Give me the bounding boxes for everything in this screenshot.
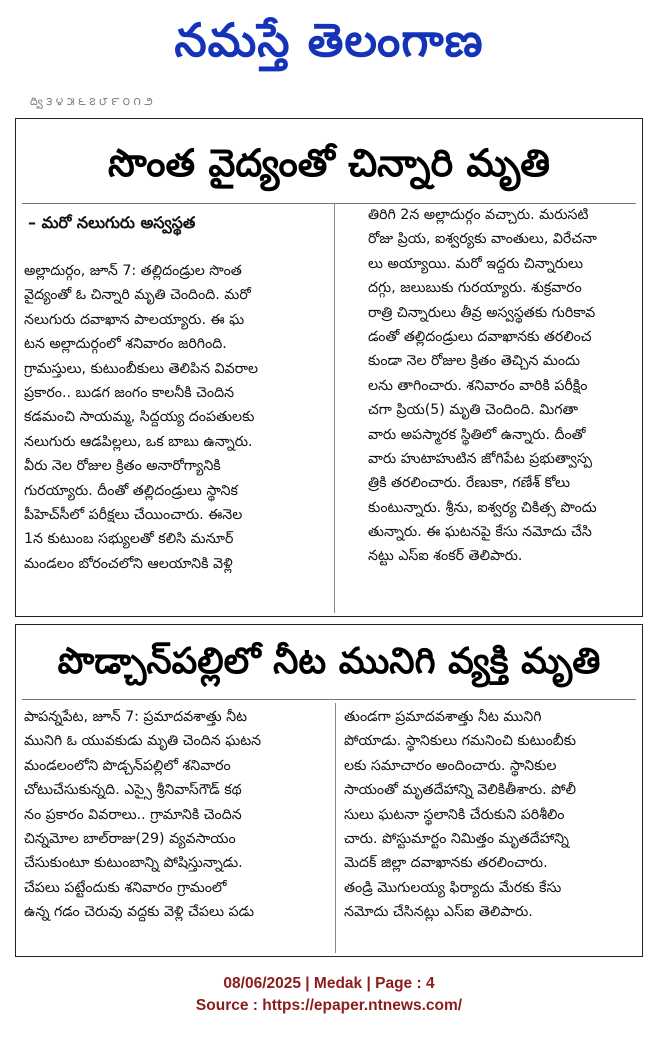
article-text-line: మండలంలోని పొడ్చన్‌పల్లిలో శనివారం: [24, 757, 231, 774]
article-1-column-rule: [334, 203, 335, 613]
article-text-line: టన అల్లాదుర్గంలో శనివారం జరిగింది.: [24, 336, 227, 353]
article-text-line: త్రికి తరలించారు. రేణుకా, గణేశ్ కోలు: [368, 475, 571, 492]
dateline: ద్వి ౩ ౪ ౫ ౬ ౭ ౮ ౯ ౦ ౧ ౨: [30, 95, 153, 108]
article-1-headline: సొంత వైద్యంతో చిన్నారి మృతి: [108, 141, 550, 185]
article-text-line: సాయంతో మృతదేహాన్ని వెలికితీశారు. పోలీ: [344, 782, 576, 799]
article-text-line: నట్టు ఎస్ఐ శంకర్ తెలిపారు.: [368, 548, 523, 565]
article-text-line: చగా ప్రియ(5) మృతి చెందింది. మిగతా: [368, 402, 579, 419]
article-1-subhead: – మరో నలుగురు అస్వస్థత: [28, 213, 196, 232]
article-text-line: తండ్రి మొగులయ్య ఫిర్యాదు మేరకు కేసు: [344, 879, 562, 896]
article-text-line: డంతో తల్లిదండ్రులు దవాఖానకు తరలించ: [368, 328, 592, 345]
article-text-line: వారు అపస్మారక స్థితిలో ఉన్నారు. దీంతో: [368, 426, 586, 443]
article-text-line: లు అయ్యాయి. మరో ఇద్దరు చిన్నారులు: [368, 255, 584, 272]
article-text-line: గురయ్యారు. దీంతో తల్లిదండ్రులు స్థానిక: [24, 482, 238, 499]
footer-date-edition: 08/06/2025 | Medak | Page : 4: [223, 975, 435, 992]
article-text-line: సులు ఘటనా స్థలానికి చేరుకుని పరిశీలిం: [344, 806, 565, 823]
article-text-line: చోటుచేసుకున్నది. ఎస్సై శ్రీనివాస్‌గౌడ్ కథ: [24, 782, 242, 799]
article-2-column-rule: [335, 703, 336, 953]
article-text-line: తిరిగి 2న అల్లాదుర్గం వచ్చారు. మరుసటి: [368, 207, 589, 223]
article-text-line: నలుగురు దవాఖాన పాలయ్యారు. ఈ ఘ: [24, 311, 245, 328]
article-2-column-1: [24, 705, 326, 953]
article-text-line: తుండగా ప్రమాదవశాత్తు నీట మునిగి: [344, 709, 542, 725]
article-2-headline: పొడ్చాన్‌పల్లిలో నీట మునిగి వ్యక్తి మృతి: [57, 641, 601, 682]
article-text-line: అల్లాదుర్గం, జూన్ 7: తల్లిదండ్రుల సొంత: [24, 263, 242, 279]
article-1: [15, 118, 643, 617]
article-text-line: వైద్యంతో ఓ చిన్నారి మృతి చెందింది. మరో: [24, 287, 251, 304]
article-text-line: మెదక్ జిల్లా దవాఖానకు తరలించారు.: [344, 855, 548, 872]
article-text-line: నం ప్రకారం వివరాలు.. గ్రామానికి చెందిన: [24, 806, 242, 823]
article-text-line: నమోదు చేసినట్లు ఎస్ఐ తెలిపారు.: [344, 904, 533, 921]
article-text-line: రాత్రి చిన్నారులు తీవ్ర అస్వస్థతకు గురికావ: [368, 304, 596, 321]
article-text-line: గ్రామస్తులు, కుటుంబీకులు తెలిపిన వివరాల: [24, 360, 259, 377]
article-text-line: తున్నారు. ఈ ఘటనపై కేసు నమోదు చేసి: [368, 524, 592, 541]
article-text-line: కుండా నెల రోజుల క్రితం తెచ్చిన మందు: [368, 353, 581, 370]
article-text-line: లను తాగించారు. శనివారం వారికి పరీక్షిం: [368, 377, 588, 394]
article-2-divider: [22, 699, 636, 700]
article-text-line: వారు హుటాహుటిన జోగిపేట ప్రభుత్వాస్ప: [368, 450, 593, 467]
article-text-line: ప్రకారం.. బుడగ జంగం కాలనీకి చెందిన: [24, 384, 235, 401]
article-2: [15, 624, 643, 957]
article-text-line: కడమంచి సాయమ్మ, సిద్దయ్య దంపతులకు: [24, 409, 255, 426]
article-text-line: చారు. పోస్టుమార్టం నిమిత్తం మృతదేహాన్ని: [344, 830, 569, 847]
article-text-line: 1న కుటుంబ సభ్యులతో కలిసి మనూర్: [24, 531, 234, 548]
article-text-line: చిన్నమోల బాల్‌రాజు(29) వ్యవసాయం: [24, 830, 236, 847]
footer-source: Source : https://epaper.ntnews.com/: [195, 997, 463, 1014]
article-text-line: రోజు ప్రియ, ఐశ్వర్యకు వాంతులు, విరేచనా: [368, 231, 597, 248]
article-text-line: లకు సమాచారం అందించారు. స్థానికుల: [344, 757, 557, 774]
article-text-line: పాపన్నపేట, జూన్ 7: ప్రమాదవశాత్తు నీట: [24, 709, 248, 725]
article-text-line: దగ్గు, జలుబుకు గురయ్యారు. శుక్రవారం: [368, 280, 582, 297]
article-1-column-2: [368, 203, 636, 615]
article-1-column-1: [24, 259, 326, 615]
article-text-line: పీహెచ్‌సీలో పరీక్షలు చేయించారు. ఈనెల: [24, 506, 243, 523]
article-text-line: నలుగురు ఆడపిల్లలు, ఒక బాబు ఉన్నారు.: [24, 433, 253, 450]
article-text-line: పోయాడు. స్థానికులు గమనించి కుటుంబీకు: [344, 733, 577, 750]
article-text-line: కుంటున్నారు. శ్రీను, ఐశ్వర్య చికిత్స పొందు: [368, 499, 597, 516]
article-text-line: చేసుకుంటూ కుటుంబాన్ని పోషిస్తున్నాడు.: [24, 855, 243, 872]
article-text-line: ఉన్న గడం చెరువు వద్దకు వెళ్లి చేపలు పడు: [24, 904, 254, 921]
article-text-line: మునిగి ఓ యువకుడు మృతి చెందిన ఘటన: [24, 733, 262, 750]
masthead-logo: నమస్తే తెలంగాణ: [174, 13, 484, 67]
article-text-line: చేపలు పట్టేందుకు శనివారం గ్రామంలో: [24, 879, 227, 896]
article-2-column-2: [344, 705, 634, 953]
article-text-line: వీరు నెల రోజుల క్రితం అనారోగ్యానికి: [24, 458, 221, 475]
article-text-line: మండలం బోరంచలోని ఆలయానికి వెళ్లి: [24, 555, 233, 572]
